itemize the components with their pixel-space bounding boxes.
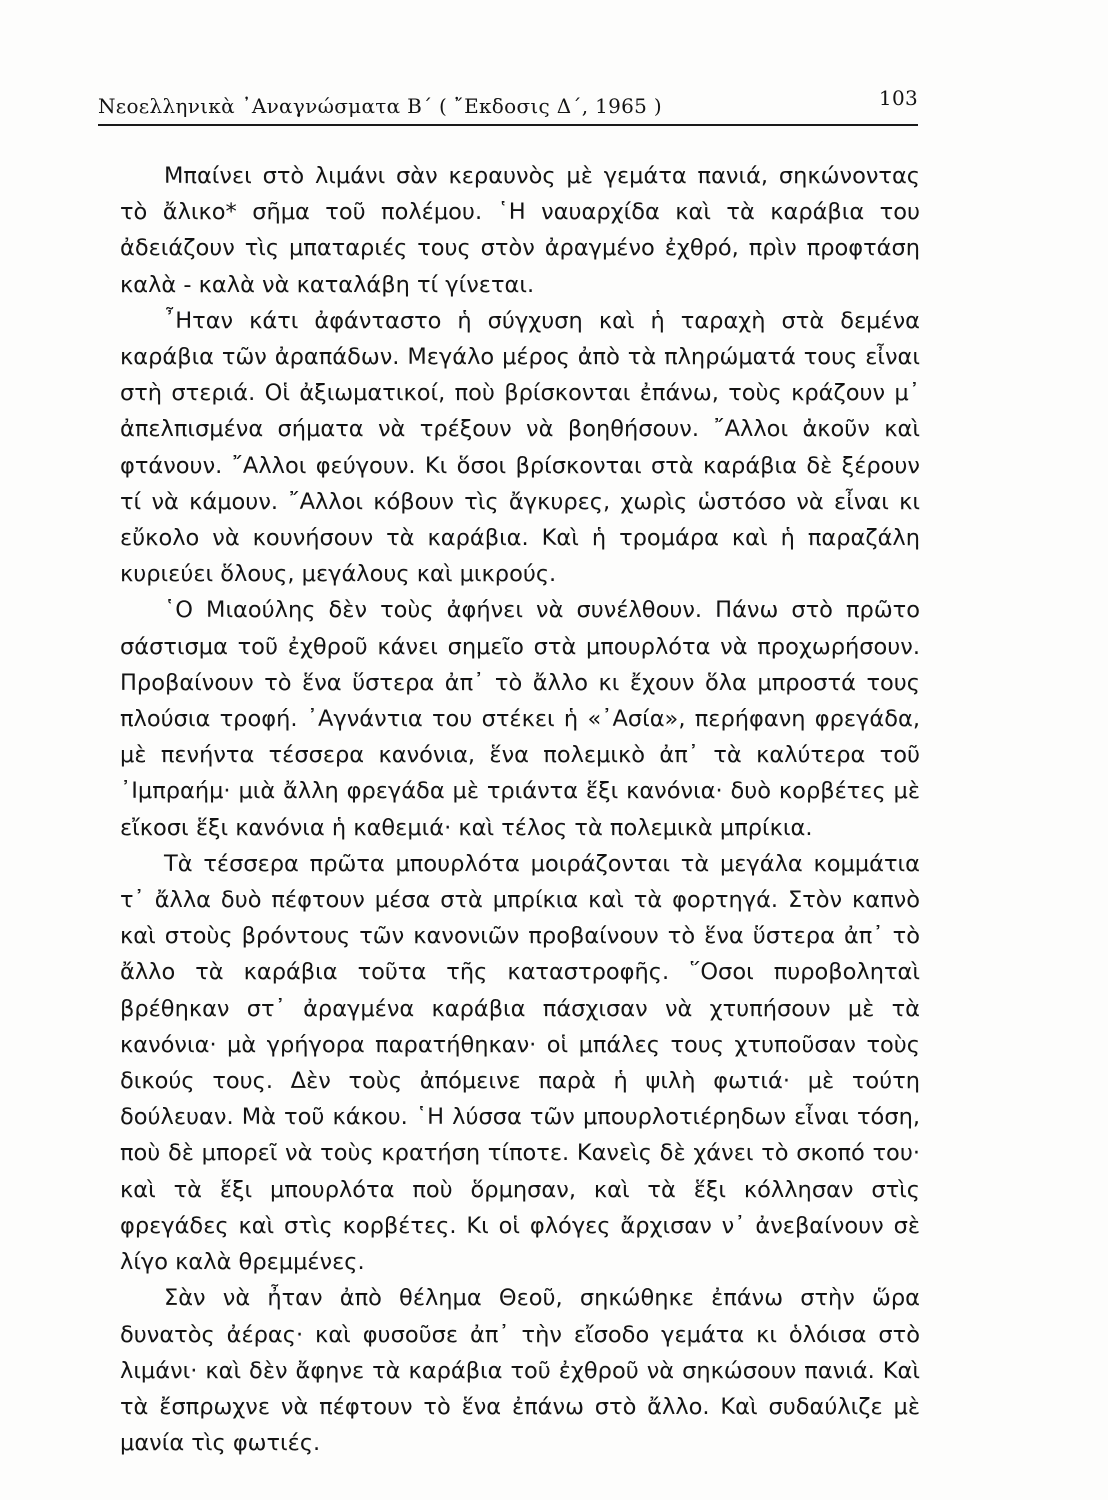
- page-number: 103: [878, 86, 918, 110]
- paragraph-1: Μπαίνει στὸ λιμάνι σὰν κεραυνὸς μὲ γεμάτα πανιά, σηκώνοντας τὸ ἄλικο* σῆμα τοῦ πολέμου. ῾Η ναυαρχίδα καὶ τὰ καράβια του ἀδειάζουν τὶς μπαταριές τους στὸν ἀραγμένο ἐχθρό, πρὶν προφτάση καλὰ - καλὰ νὰ καταλάβη τί γίνεται.: [120, 163, 920, 298]
- paragraph-2: ῏Ηταν κάτι ἀφάνταστο ἡ σύγχυση καὶ ἡ ταραχὴ στὰ δεμένα καράβια τῶν ἀραπάδων. Μεγάλο μέρος ἀπὸ τὰ πληρώματά τους εἶναι στὴ στεριά. Οἱ ἀξιωματικοί, ποὺ βρίσκονται ἐπάνω, τοὺς κράζουν μ᾿ ἀπελπισμένα σήματα νὰ τρέξουν νὰ βοηθήσουν. ῎Αλλοι ἀκοῦν καὶ φτάνουν. ῎Αλλοι φεύγουν. Κι ὅσοι βρίσκονται στὰ καράβια δὲ ξέρουν τί νὰ κάμουν. ῎Αλλοι κόβουν τὶς ἄγκυρες, χωρὶς ὡστόσο νὰ εἶναι κι εὔκολο νὰ κουνήσουν τὰ καράβια. Καὶ ἡ τρομάρα καὶ ἡ παραζάλη κυριεύει ὅλους, μεγάλους καὶ μικρούς.: [120, 307, 920, 588]
- paragraph-3: ῾Ο Μιαούλης δὲν τοὺς ἀφήνει νὰ συνέλθουν. Πάνω στὸ πρῶτο σάστισμα τοῦ ἐχθροῦ κάνει σημεῖο στὰ μπουρλότα νὰ προχωρήσουν. Προβαίνουν τὸ ἕνα ὕστερα ἀπ᾿ τὸ ἄλλο κι ἔχουν ὅλα μπροστά τους πλούσια τροφή. ᾿Αγνάντια του στέκει ἡ «᾿Ασία», περήφανη φρεγάδα, μὲ πενήντα τέσσερα κανόνια, ἕνα πολεμικὸ ἀπ᾿ τὰ καλύτερα τοῦ ᾿Ιμπραήμ· μιὰ ἄλλη φρεγάδα μὲ τριάντα ἕξι κανόνια· δυὸ κορβέτες μὲ εἴκοσι ἕξι κανόνια ἡ καθεμιά· καὶ τέλος τὰ πολεμικὰ μπρίκια.: [120, 597, 920, 841]
- running-head: [98, 86, 918, 122]
- running-head-title: Νεοελληνικὰ ᾿Αναγνώσματα Β΄ ( ῎Εκδοσις Δ΄, 1965 ): [98, 94, 662, 118]
- paragraph-5: Σὰν νὰ ἦταν ἀπὸ θέλημα Θεοῦ, σηκώθηκε ἐπάνω στὴν ὥρα δυνατὸς ἀέρας· καὶ φυσοῦσε ἀπ᾿ τὴν εἴσοδο γεμάτα κι ὁλόισα στὸ λιμάνι· καὶ δὲν ἄφηνε τὰ καράβια τοῦ ἐχθροῦ νὰ σηκώσουν πανιά. Καὶ τὰ ἔσπρωχνε νὰ πέφτουν τὸ ἕνα ἐπάνω στὸ ἄλλο. Καὶ συδαύλιζε μὲ μανία τὶς φωτιές.: [120, 1285, 920, 1457]
- paragraph-4: Τὰ τέσσερα πρῶτα μπουρλότα μοιράζονται τὰ μεγάλα κομμάτια τ᾿ ἄλλα δυὸ πέφτουν μέσα στὰ μπρίκια καὶ τὰ φορτηγά. Στὸν καπνὸ καὶ στοὺς βρόντους τῶν κανονιῶν προβαίνουν τὸ ἕνα ὕστερα ἀπ᾿ τὸ ἄλλο τὰ καράβια τοῦτα τῆς καταστροφῆς. ῞Οσοι πυροβοληταὶ βρέθηκαν στ᾿ ἀραγμένα καράβια πάσχισαν νὰ χτυπήσουν μὲ τὰ κανόνια· μὰ γρήγορα παρατήθηκαν· οἱ μπάλες τους χτυποῦσαν τοὺς δικούς τους. Δὲν τοὺς ἀπόμεινε παρὰ ἡ ψιλὴ φωτιά· μὲ τούτη δούλευαν. Μὰ τοῦ κάκου. ῾Η λύσσα τῶν μπουρλοτιέρηδων εἶναι τόση, ποὺ δὲ μπορεῖ νὰ τοὺς κρατήση τίποτε. Κανεὶς δὲ χάνει τὸ σκοπό του· καὶ τὰ ἕξι μπουρλότα ποὺ ὅρμησαν, καὶ τὰ ἕξι κόλλησαν στὶς φρεγάδες καὶ στὶς κορβέτες. Κι οἱ φλόγες ἄρχισαν ν᾿ ἀνεβαίνουν σὲ λίγο καλὰ θρεμμένες.: [120, 850, 920, 1276]
- header-rule: [98, 124, 918, 126]
- body-text: [120, 158, 920, 1461]
